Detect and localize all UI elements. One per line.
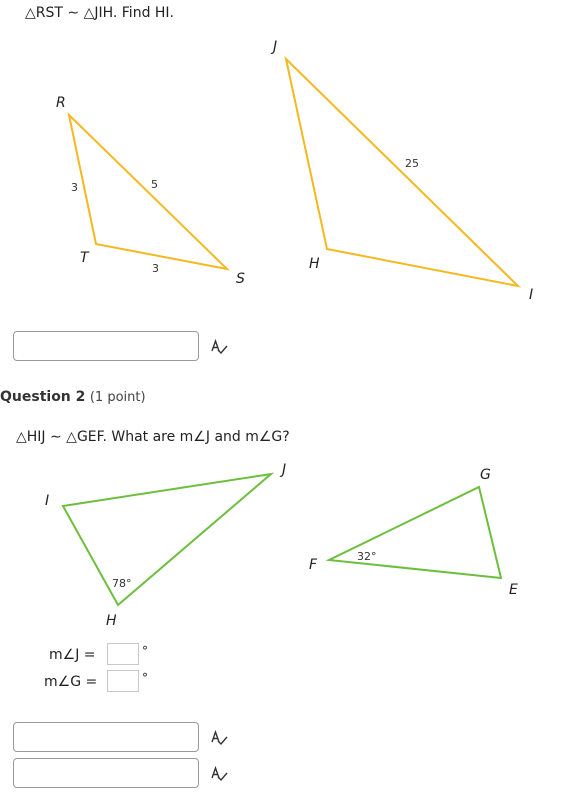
angle-f-label: 32° xyxy=(357,550,377,563)
question2-header xyxy=(0,389,146,405)
question2-answer-input-2[interactable] xyxy=(13,758,199,788)
side-ji-label: 25 xyxy=(405,157,419,170)
question2-answer-input-1[interactable] xyxy=(13,722,199,752)
question2-prompt xyxy=(16,429,290,445)
triangle-rst xyxy=(69,115,227,269)
question2-number: Question 2 xyxy=(0,389,86,405)
side-ts-label: 3 xyxy=(152,262,159,275)
vertex-s-label: S xyxy=(236,271,245,287)
side-rt-label: 3 xyxy=(71,181,78,194)
vertex-h-label: H xyxy=(309,256,320,272)
angle-j-label-text: m∠J = xyxy=(49,647,96,663)
degree-symbol-g: ° xyxy=(142,671,148,685)
question2-points: (1 point) xyxy=(89,390,146,405)
triangle-jih xyxy=(286,59,518,286)
angle-g-input[interactable] xyxy=(107,670,139,692)
question2-figure xyxy=(0,450,572,630)
question1-answer-input[interactable] xyxy=(13,331,199,361)
angle-j-input[interactable] xyxy=(107,643,139,665)
vertex-j-label-q2: J xyxy=(282,462,287,478)
question2-prompt-text: △HIJ ∼ △GEF. What are m∠J and m∠G? xyxy=(16,429,290,445)
vertex-f-label: F xyxy=(309,557,318,573)
angle-g-label xyxy=(44,674,97,690)
vertex-j-label: J xyxy=(273,39,278,55)
angle-h-label: 78° xyxy=(112,577,132,590)
vertex-t-label: T xyxy=(80,250,89,266)
triangle-hij xyxy=(63,474,271,605)
vertex-g-label: G xyxy=(480,467,491,483)
triangle-gef xyxy=(329,487,501,578)
question1-figure xyxy=(0,0,572,320)
vertex-i-label-q2: I xyxy=(45,493,50,509)
spellcheck-icon[interactable] xyxy=(210,766,228,782)
vertex-h-label-q2: H xyxy=(106,613,117,629)
spellcheck-icon[interactable] xyxy=(210,730,228,746)
degree-symbol-j: ° xyxy=(142,644,148,658)
question1-prompt-text: △RST ∼ △JIH. Find HI. xyxy=(25,5,175,21)
vertex-r-label: R xyxy=(56,95,66,111)
vertex-e-label: E xyxy=(509,582,518,598)
side-rs-label: 5 xyxy=(151,178,158,191)
angle-j-label xyxy=(49,647,96,663)
angle-g-label-text: m∠G = xyxy=(44,674,98,690)
spellcheck-icon[interactable] xyxy=(210,339,228,355)
vertex-i-label: I xyxy=(529,287,534,303)
